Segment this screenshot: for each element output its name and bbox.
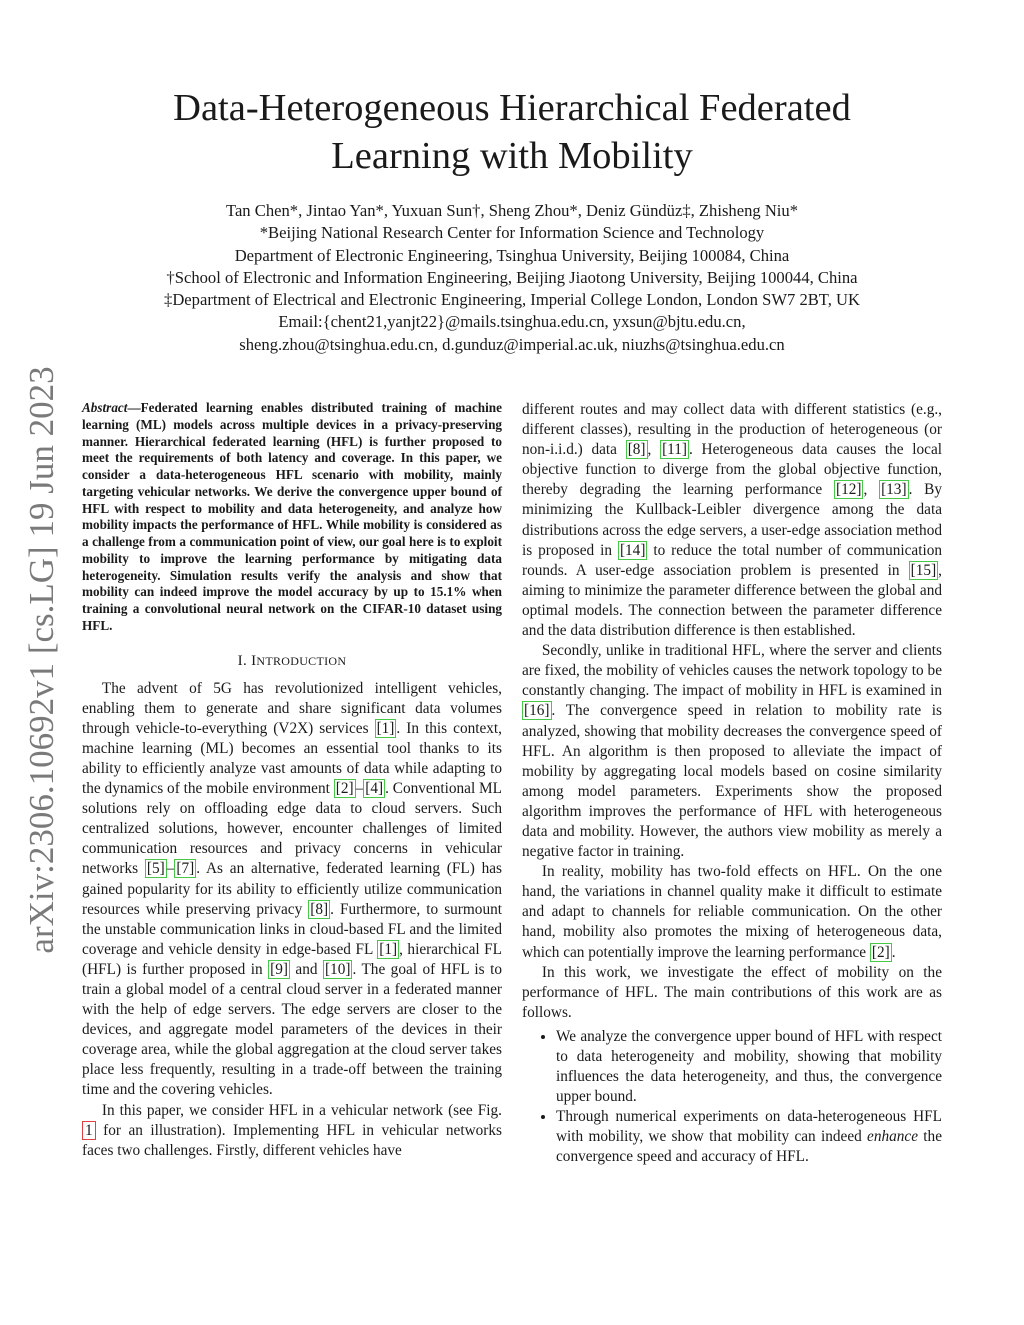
list-item: • We analyze the convergence upper bound of HFL with respect to data heterogeneity and mobility, showing that mobility influences the data heterogeneity, and thus, the convergence upper bound. xyxy=(556,1027,942,1107)
arxiv-id: arXiv:2306.10692v1 [cs.LG] 19 Jun 2023 xyxy=(22,366,61,954)
citation-link[interactable]: [11] xyxy=(662,441,687,459)
abstract xyxy=(82,400,502,635)
citation-link[interactable]: [12] xyxy=(835,481,862,499)
title-line-1: Data-Heterogeneous Hierarchical Federated xyxy=(173,87,851,129)
left-column xyxy=(82,400,502,1161)
affiliation-1b: Department of Electronic Engineering, Tsinghua University, Beijing 100084, China xyxy=(234,245,790,265)
section-heading-introduction: I. INTRODUCTION xyxy=(237,652,347,669)
title-line-2: Learning with Mobility xyxy=(331,135,693,177)
citation-link[interactable]: [15] xyxy=(910,561,937,579)
citation-link[interactable]: [1] xyxy=(376,719,395,737)
citation-link[interactable]: [8] xyxy=(310,900,329,918)
affiliation-2: †School of Electronic and Information Engineering, Beijing Jiaotong University, Beijing 100044, China xyxy=(166,267,858,287)
citation-link[interactable]: [2] xyxy=(335,780,354,798)
right-column xyxy=(522,400,942,1168)
citation-link[interactable]: [14] xyxy=(619,541,646,559)
citation-link[interactable]: [9] xyxy=(270,960,288,978)
citation-link[interactable]: [1] xyxy=(379,940,398,958)
citation-link[interactable]: [10] xyxy=(324,960,351,978)
list-item: • Through numerical experiments on data-heterogeneous HFL with mobility, we show that mobility can indeed enhance the convergence speed and accuracy of HFL. xyxy=(556,1107,942,1167)
email-line-2: sheng.zhou@tsinghua.edu.cn, d.gunduz@imperial.ac.uk, niuzhs@tsinghua.edu.cn xyxy=(239,334,785,354)
citation-link[interactable]: [4] xyxy=(365,780,384,798)
affiliation-3: ‡Department of Electrical and Electronic Engineering, Imperial College London, London SW7 2BT, UK xyxy=(164,290,860,310)
intro-paragraph-2: In this paper, we consider HFL in a vehicular network (see Fig. 1 for an illustration). Implementing HFL in vehicular networks faces two challenges. Firstly, different vehicles have xyxy=(82,1101,502,1159)
citation-link[interactable]: [16] xyxy=(524,702,550,720)
email-line-1: Email:{chent21,yanjt22}@mails.tsinghua.edu.cn, yxsun@bjtu.edu.cn, xyxy=(278,312,746,332)
affiliation-1: *Beijing National Research Center for Information Science and Technology xyxy=(259,223,765,243)
contributions-list xyxy=(522,1027,942,1168)
author-names: Tan Chen*, Jintao Yan*, Yuxuan Sun†, Sheng Zhou*, Deniz Gündüz‡, Zhisheng Niu* xyxy=(225,201,799,220)
citation-link[interactable]: [13] xyxy=(881,481,907,499)
citation-link[interactable]: [2] xyxy=(871,943,890,961)
right-paragraph-1: different routes and may collect data with different statistics (e.g., different classes), resulting in the production of heterogeneous (or non-i.i.d.) data [8] , [11] . Heterogeneous data causes the local objective function to diverge from the global objective function, thereby degrading the learning performance [12] , [13] . By minimizing the Kullback-Leibler divergence among the data distributions across the edge servers, a user-edge association method is proposed in [14] to reduce the total number of communication rounds. A user-edge association problem is presented in [15] , aiming to minimize the parameter difference between the global and optimal models. The connection between the parameter difference and the data distribution difference is then established. xyxy=(522,401,943,640)
intro-paragraph-1: The advent of 5G has revolutionized intelligent vehicles, enabling them to generate and share significant data volumes through vehicle-to-everything (V2X) services [1] . In this context, machine learning (ML) becomes an essential tool thanks to its ability to efficiently analyze vast amounts of data while adapting to the dynamics of the mobile environment [2] – [4] . Conventional ML solutions rely on offloading edge data to cloud servers. Such centralized solutions, however, encounter challenges of limited communication resources and privacy concerns in vehicular networks [5] – [7] . As an alternative, federated learning (FL) has gained popularity for its ability to efficiently utilize communication resources while preserving privacy [8] . Furthermore, to surmount the unstable communication links in cloud-based FL and the limited coverage and vehicle density in edge-based FL [1] , hierarchical FL (HFL) is further proposed in [9] and [10] . The goal of HFL is to train a global model of a central cloud server in a federated manner with the help of edge servers. The edge servers are closer to the devices, and aggregate model parameters of the devices in their coverage area, while the global aggregation at the cloud server takes place less frequently, resulting in a trade-off between the training time and the covering vehicles. xyxy=(82,679,502,1099)
author-block xyxy=(60,200,964,356)
arxiv-sidebar-stamp xyxy=(14,355,70,965)
citation-link[interactable]: [7] xyxy=(176,860,195,878)
figure-link[interactable]: 1 xyxy=(82,1121,96,1140)
abstract-lead: Abstract xyxy=(82,400,128,415)
citation-link[interactable]: [5] xyxy=(146,860,165,878)
right-paragraph-3: In reality, mobility has two-fold effects on HFL. On the one hand, the variations in channel quality make it difficult to estimate and adapt to channels for reliable communication. On the other hand, mobility also promotes the mixing of heterogeneous data, which can potentially improve the learning performance [2] . xyxy=(522,863,942,961)
abstract-text: —Federated learning enables distributed training of machine learning (ML) models across multiple devices in a privacy-preserving manner. Hierarchical federated learning (HFL) is further proposed to meet the requirements of both latency and coverage. In this paper, we consider a data-heterogeneous HFL scenario with mobility, mainly targeting vehicular networks. We derive the convergence upper bound of HFL with respect to mobility and data heterogeneity, and analyze how mobility impacts the performance of HFL. While mobility is considered as a challenge from a communication point of view, our goal here is to exploit mobility to improve the learning performance by mitigating data heterogeneity. Simulation results verify the analysis and show that mobility can indeed improve the model accuracy by up to 15.1% when training a convolutional neural network on the CIFAR-10 dataset using HFL. xyxy=(82,400,502,633)
right-paragraph-2: Secondly, unlike in traditional HFL, where the server and clients are fixed, the mobility of vehicles causes the network topology to be constantly changing. The impact of mobility in HFL is examined in [16] . The convergence speed in relation to mobility rate is analyzed, showing that mobility decreases the convergence speed of HFL. An algorithm is then proposed to alleviate the impact of mobility by aggregating local models based on cosine similarity among model parameters. Experiments show the proposed algorithm improves the performance of HFL with heterogeneous data and mobility. However, the authors view mobility as merely a negative factor in training. xyxy=(522,642,942,861)
right-paragraph-4: In this work, we investigate the effect of mobility on the performance of HFL. The main contributions of this work are as follows. xyxy=(522,963,942,1021)
citation-link[interactable]: [8] xyxy=(627,441,646,459)
paper-title xyxy=(100,84,924,180)
